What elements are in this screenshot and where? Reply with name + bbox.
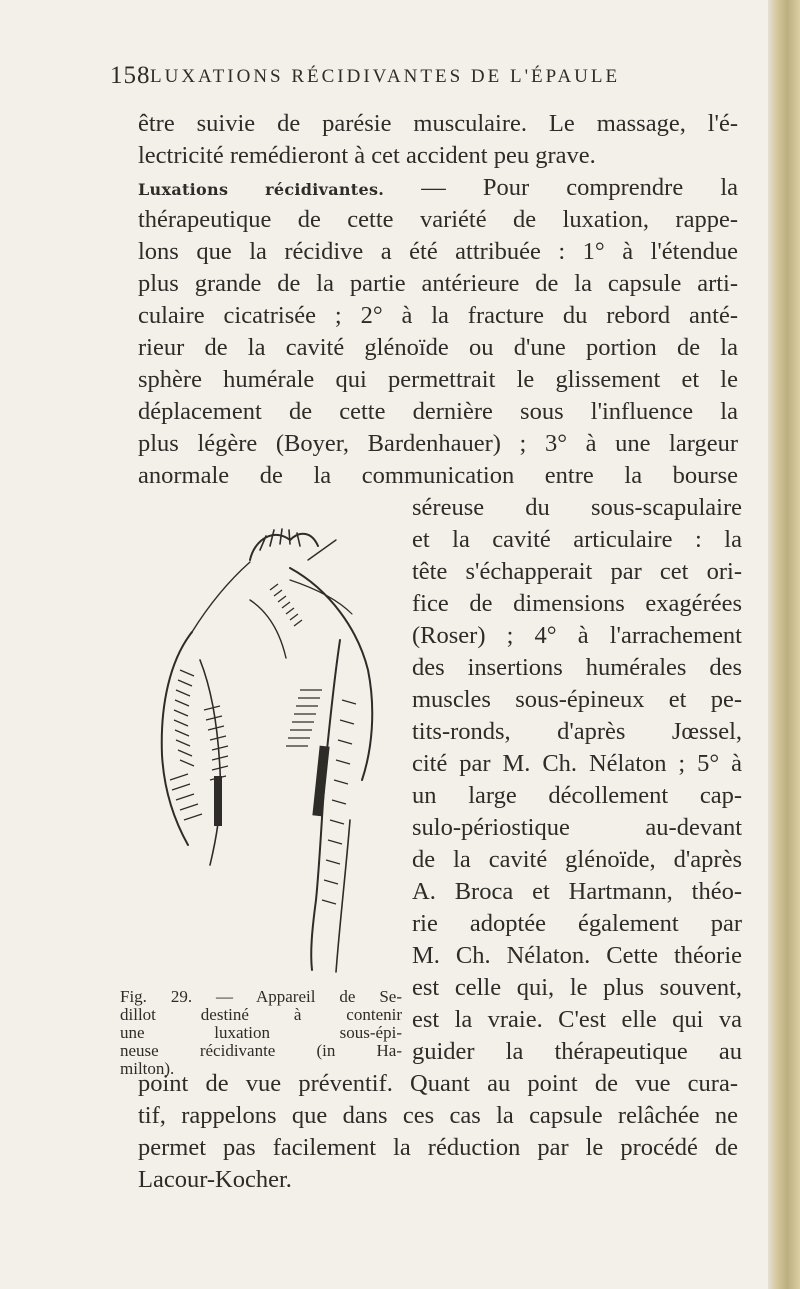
body-line: plus grande de la partie antérieure de la capsule arti- xyxy=(138,270,738,297)
body-line: rieur de la cavité glénoïde ou d'une portion de la xyxy=(138,334,738,361)
body-line: culaire cicatrisée ; 2° à la fracture du rebord anté- xyxy=(138,302,738,329)
body-line: être suivie de parésie musculaire. Le massage, l'é- xyxy=(138,110,738,137)
body-line: sulo-périostique au-devant xyxy=(412,814,742,841)
body-line: tits-ronds, d'après Jœssel, xyxy=(412,718,742,745)
shoulder-apparatus-illustration xyxy=(140,520,400,980)
section-line xyxy=(138,172,738,206)
body-line: séreuse du sous-scapulaire xyxy=(412,494,742,521)
body-line: un large décollement cap- xyxy=(412,782,742,809)
body-line: plus légère (Boyer, Bardenhauer) ; 3° à une largeur xyxy=(138,430,738,457)
body-line: déplacement de cette dernière sous l'influence la xyxy=(138,398,738,425)
body-line: lectricité remédieront à cet accident peu grave. xyxy=(138,142,596,169)
body-line: (Roser) ; 4° à l'arrachement xyxy=(412,622,742,649)
body-line: tête s'échapperait par cet ori- xyxy=(412,558,742,585)
figure-caption xyxy=(120,988,402,1078)
caption-line: dillot destiné à contenir xyxy=(120,1005,402,1024)
body-line: anormale de la communication entre la bourse xyxy=(138,462,738,489)
body-line: point de vue préventif. Quant au point de vue cura- xyxy=(138,1070,738,1097)
page-edge xyxy=(768,0,800,1289)
body-line: sphère humérale qui permettrait le glissement et le xyxy=(138,366,738,393)
body-line: cité par M. Ch. Nélaton ; 5° à xyxy=(412,750,742,777)
body-line: muscles sous-épineux et pe- xyxy=(412,686,742,713)
body-line: guider la thérapeutique au xyxy=(412,1038,742,1065)
body-line: est la vraie. C'est elle qui va xyxy=(412,1006,742,1033)
body-line: rie adoptée également par xyxy=(412,910,742,937)
caption-line: neuse récidivante (in Ha- xyxy=(120,1041,402,1060)
running-title: LUXATIONS RÉCIDIVANTES DE L'ÉPAULE xyxy=(150,66,621,87)
body-line: tif, rappelons que dans ces cas la capsule relâchée ne xyxy=(138,1102,738,1129)
caption-line: milton). xyxy=(120,1059,175,1078)
body-line: des insertions humérales des xyxy=(412,654,742,681)
body-line: thérapeutique de cette variété de luxation, rappe- xyxy=(138,206,738,233)
body-line: et la cavité articulaire : la xyxy=(412,526,742,553)
body-line: est celle qui, le plus souvent, xyxy=(412,974,742,1001)
page-number: 158 xyxy=(110,62,151,89)
section-line-rest: — Pour comprendre la xyxy=(384,174,738,201)
caption-line: Fig. 29. — Appareil de Se- xyxy=(120,987,402,1006)
caption-line: une luxation sous-épi- xyxy=(120,1023,402,1042)
body-line: Lacour-Kocher. xyxy=(138,1166,292,1193)
page-header xyxy=(110,62,710,92)
body-line: lons que la récidive a été attribuée : 1° à l'étendue xyxy=(138,238,738,265)
body-line: fice de dimensions exagérées xyxy=(412,590,742,617)
body-line: M. Ch. Nélaton. Cette théorie xyxy=(412,942,742,969)
body-line: permet pas facilement la réduction par le procédé de xyxy=(138,1134,738,1161)
body-line: de la cavité glénoïde, d'après xyxy=(412,846,742,873)
body-line: A. Broca et Hartmann, théo- xyxy=(412,878,742,905)
section-title: Luxations récidivantes. xyxy=(138,180,385,199)
